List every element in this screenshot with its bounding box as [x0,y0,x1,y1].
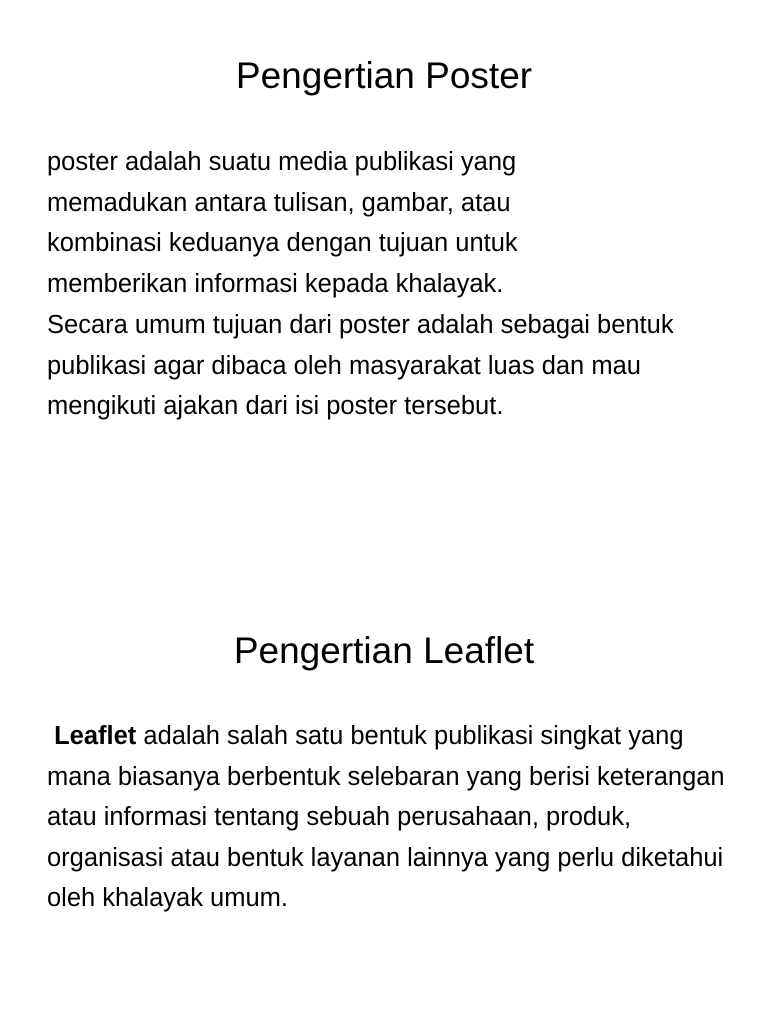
leaflet-title: Pengertian Leaflet [233,630,535,671]
leaflet-definition-paragraph [47,716,737,919]
poster-title: Pengertian Poster [235,55,533,96]
poster-purpose-paragraph: Secara umum tujuan dari poster adalah sebagai bentuk publikasi agar dibaca oleh masyarakat luas dan mau mengikuti ajakan dari isi poster tersebut. [47,311,674,420]
poster-definition-paragraph: poster adalah suatu media publikasi yang memadukan antara tulisan, gambar, atau kombinasi keduanya dengan tujuan untuk memberikan informasi kepada khalayak. [47,148,518,298]
leaflet-slide [0,512,768,1024]
leaflet-definition-text: adalah salah satu bentuk publikasi singkat yang mana biasanya berbentuk selebaran yang berisi keterangan atau informasi tentang sebuah perusahaan, produk, organisasi atau bentuk layanan lainnya yang perlu diketahui oleh khalayak umum. [47,722,725,912]
leaflet-term: Leaflet [54,722,137,750]
